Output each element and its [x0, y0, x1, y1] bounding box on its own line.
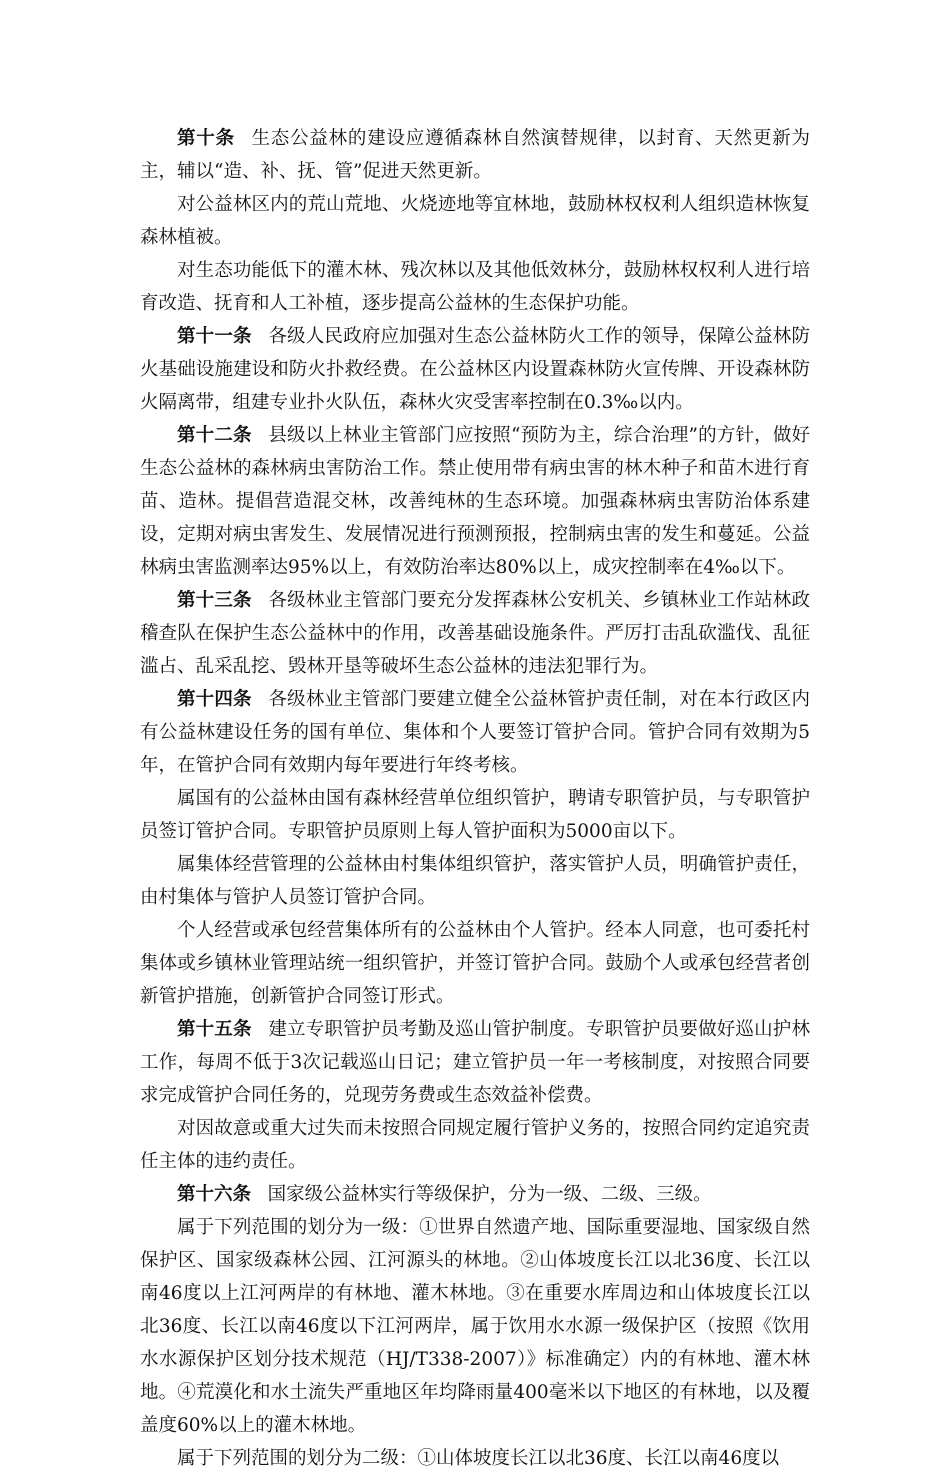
- paragraph-text: 对因故意或重大过失而未按照合同规定履行管护义务的，按照合同约定追究责任主体的违约责任。: [140, 1118, 810, 1172]
- article-paragraph: [140, 683, 810, 782]
- body-paragraph: [140, 782, 810, 848]
- paragraph-text: 各级林业主管部门要建立健全公益林管护责任制，对在本行政区内有公益林建设任务的国有单位、集体和个人要签订管护合同。管护合同有效期为5年，在管护合同有效期内每年要进行年终考核。: [140, 689, 810, 776]
- paragraph-text: 对公益林区内的荒山荒地、火烧迹地等宜林地，鼓励林权权利人组织造林恢复森林植被。: [140, 194, 810, 248]
- article-paragraph: [140, 320, 810, 419]
- body-paragraph: [140, 1442, 810, 1475]
- article-number: 第十三条: [177, 590, 252, 611]
- article-number: 第十一条: [177, 326, 252, 347]
- article-number: 第十六条: [177, 1184, 252, 1205]
- paragraph-text: 生态公益林的建设应遵循森林自然演替规律，以封育、天然更新为主，辅以“造、补、抚、管”促进天然更新。: [140, 128, 810, 182]
- body-paragraph: [140, 1112, 810, 1178]
- article-paragraph: [140, 122, 810, 188]
- article-paragraph: [140, 419, 810, 584]
- article-paragraph: [140, 1013, 810, 1112]
- article-number: 第十条: [177, 128, 235, 149]
- paragraph-text: 对生态功能低下的灌木林、残次林以及其他低效林分，鼓励林权权利人进行培育改造、抚育和人工补植，逐步提高公益林的生态保护功能。: [140, 260, 810, 314]
- article-paragraph: [140, 584, 810, 683]
- article-number: 第十五条: [177, 1019, 252, 1040]
- body-paragraph: [140, 848, 810, 914]
- paragraph-text: 建立专职管护员考勤及巡山管护制度。专职管护员要做好巡山护林工作，每周不低于3次记载巡山日记；建立管护员一年一考核制度，对按照合同要求完成管护合同任务的，兑现劳务费或生态效益补偿费。: [140, 1019, 810, 1106]
- article-number: 第十二条: [177, 425, 252, 446]
- paragraph-text: 县级以上林业主管部门应按照“预防为主，综合治理”的方针，做好生态公益林的森林病虫害防治工作。禁止使用带有病虫害的林木种子和苗木进行育苗、造林。提倡营造混交林，改善纯林的生态环境。加强森林病虫害防治体系建设，定期对病虫害发生、发展情况进行预测预报，控制病虫害的发生和蔓延。公益林病虫害监测率达95%以上，有效防治率达80%以上，成灾控制率在4‰以下。: [140, 425, 810, 578]
- paragraph-text: 属国有的公益林由国有森林经营单位组织管护，聘请专职管护员，与专职管护员签订管护合同。专职管护员原则上每人管护面积为5000亩以下。: [140, 788, 810, 842]
- paragraph-text: 个人经营或承包经营集体所有的公益林由个人管护。经本人同意，也可委托村集体或乡镇林业管理站统一组织管护，并签订管护合同。鼓励个人或承包经营者创新管护措施，创新管护合同签订形式。: [140, 920, 810, 1007]
- paragraph-text: 各级林业主管部门要充分发挥森林公安机关、乡镇林业工作站林政稽查队在保护生态公益林中的作用，改善基础设施条件。严厉打击乱砍滥伐、乱征滥占、乱采乱挖、毁林开垦等破坏生态公益林的违法犯罪行为。: [140, 590, 810, 677]
- body-paragraph: [140, 188, 810, 254]
- paragraph-text: 属于下列范围的划分为一级：①世界自然遗产地、国际重要湿地、国家级自然保护区、国家级森林公园、江河源头的林地。②山体坡度长江以北36度、长江以南46度以上江河两岸的有林地、灌木林地。③在重要水库周边和山体坡度长江以北36度、长江以南46度以下江河两岸，属于饮用水水源一级保护区（按照《饮用水水源保护区划分技术规范（HJ/T338-2007）》标准确定）内的有林地、灌木林地。④荒漠化和水土流失严重地区年均降雨量400毫米以下地区的有林地，以及覆盖度60%以上的灌木林地。: [140, 1217, 810, 1436]
- paragraph-text: 国家级公益林实行等级保护，分为一级、二级、三级。: [267, 1184, 712, 1205]
- paragraph-text: 属于下列范围的划分为二级：①山体坡度长江以北36度、长江以南46度以: [177, 1448, 780, 1469]
- paragraph-text: 属集体经营管理的公益林由村集体组织管护，落实管护人员，明确管护责任，由村集体与管护人员签订管护合同。: [140, 854, 810, 908]
- body-paragraph: [140, 1211, 810, 1442]
- article-paragraph: [140, 1178, 810, 1211]
- body-paragraph: [140, 254, 810, 320]
- document-body: [140, 122, 810, 1475]
- paragraph-text: 各级人民政府应加强对生态公益林防火工作的领导，保障公益林防火基础设施建设和防火扑救经费。在公益林区内设置森林防火宣传牌、开设森林防火隔离带，组建专业扑火队伍，森林火灾受害率控制在0.3‰以内。: [140, 326, 810, 413]
- article-number: 第十四条: [177, 689, 252, 710]
- body-paragraph: [140, 914, 810, 1013]
